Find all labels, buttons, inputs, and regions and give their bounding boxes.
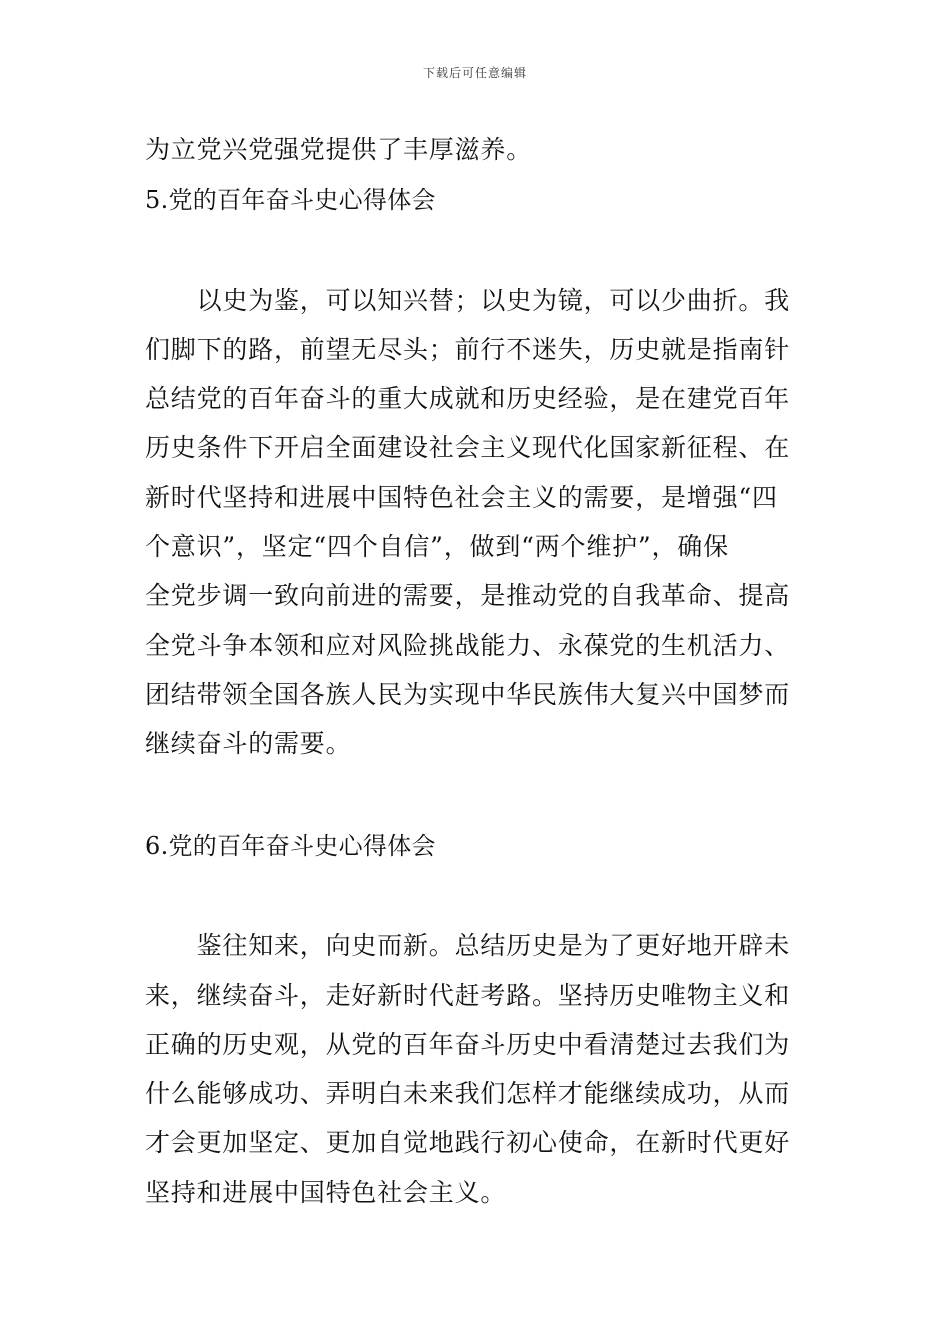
section-6-heading: 6.党的百年奋斗史心得体会: [145, 832, 436, 860]
paragraph-line: 来，继续奋斗，走好新时代赶考路。坚持历史唯物主义和: [145, 981, 791, 1010]
paragraph-line: 新时代坚持和进展中国特色社会主义的需要，是增强“四: [145, 483, 778, 512]
paragraph-line: 以史为鉴，可以知兴替；以史为镜，可以少曲折。我: [145, 286, 791, 315]
intro-fragment-line: 为立党兴党强党提供了丰厚滋养。: [145, 135, 533, 164]
paragraph-line: 总结党的百年奋斗的重大成就和历史经验，是在建党百年: [145, 384, 791, 413]
paragraph-line: 鉴往知来，向史而新。总结历史是为了更好地开辟未: [145, 931, 791, 960]
paragraph-line: 个意识”，坚定“四个自信”，做到“两个维护”，确保: [145, 532, 729, 561]
paragraph-line: 团结带领全国各族人民为实现中华民族伟大复兴中国梦而: [145, 680, 791, 709]
paragraph-line: 全党斗争本领和应对风险挑战能力、永葆党的生机活力、: [145, 631, 791, 660]
paragraph-line: 才会更加坚定、更加自觉地践行初心使命，在新时代更好: [145, 1128, 791, 1157]
paragraph-line: 正确的历史观，从党的百年奋斗历史中看清楚过去我们为: [145, 1030, 791, 1059]
page-header: 下载后可任意编辑: [422, 66, 527, 80]
paragraph-line: 全党步调一致向前进的需要，是推动党的自我革命、提高: [145, 581, 791, 610]
paragraph-line: 坚持和进展中国特色社会主义。: [145, 1178, 507, 1207]
paragraph-line: 什么能够成功、弄明白未来我们怎样才能继续成功，从而: [145, 1079, 791, 1108]
section-5-heading: 5.党的百年奋斗史心得体会: [145, 186, 436, 214]
paragraph-line: 们脚下的路，前望无尽头；前行不迷失，历史就是指南针: [145, 335, 791, 364]
paragraph-line: 继续奋斗的需要。: [145, 729, 352, 758]
paragraph-line: 历史条件下开启全面建设社会主义现代化国家新征程、在: [145, 433, 791, 462]
